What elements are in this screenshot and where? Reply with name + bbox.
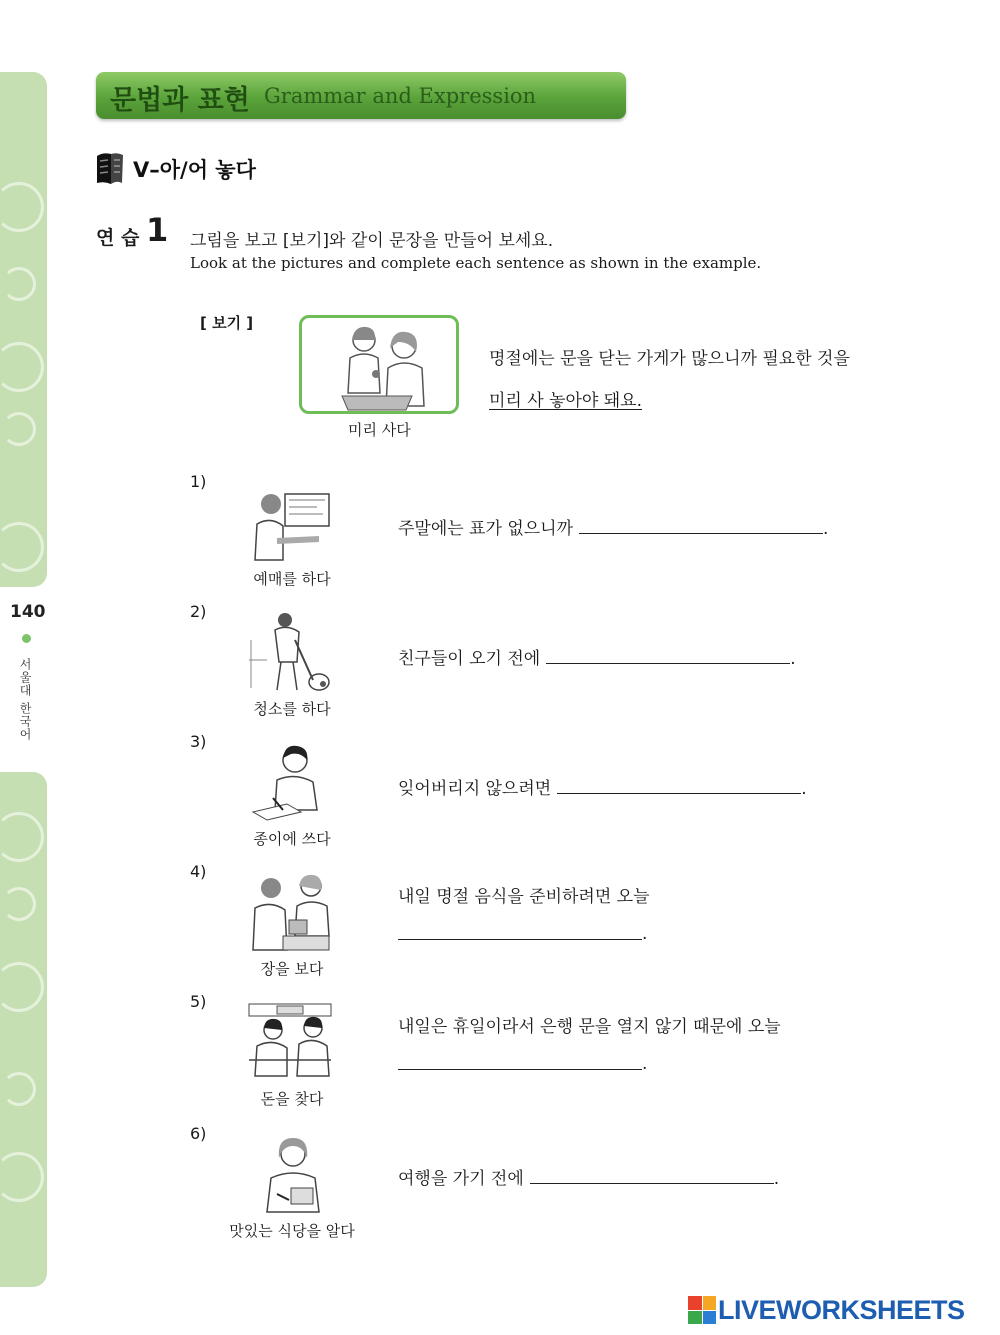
instruction-english: Look at the pictures and complete each sentence as shown in the example. [190, 254, 762, 272]
watermark-text: LIVEWORKSHEETS [718, 1294, 965, 1325]
grammar-book-icon [95, 151, 125, 185]
swirl-ornament [0, 342, 44, 392]
item-caption: 청소를 하다 [253, 700, 331, 718]
example-caption: 미리 사다 [348, 421, 411, 439]
item-illustration [247, 740, 333, 824]
item-number: 3) [190, 732, 207, 751]
practice-label: 연 습 [96, 227, 140, 249]
item-sentence [398, 644, 796, 669]
exercise-item [0, 602, 1000, 732]
item-number: 6) [190, 1124, 207, 1143]
item-sentence [398, 514, 828, 539]
example-sentence-line1: 명절에는 문을 닫는 가게가 많으니까 필요한 것을 [489, 349, 850, 369]
answer-blank[interactable] [530, 1166, 774, 1184]
item-sentence [398, 774, 807, 799]
liveworksheets-watermark[interactable] [688, 1294, 965, 1326]
exercise-item [0, 992, 1000, 1122]
item-caption: 종이에 쓰다 [253, 830, 331, 848]
example-illustration [299, 315, 459, 414]
exercise-item [0, 862, 1000, 992]
exercise-item [0, 1124, 1000, 1254]
item-sentence [398, 882, 650, 907]
item-period: . [773, 1169, 780, 1189]
item-illustration [247, 1000, 333, 1084]
page-number: 140 [10, 602, 46, 622]
exercise-item [0, 472, 1000, 602]
item-sentence-text: 주말에는 표가 없으니까 [398, 519, 574, 539]
logo-square [703, 1311, 717, 1325]
practice-number: 1 [146, 211, 169, 249]
answer-blank[interactable] [546, 646, 790, 664]
exercise-item [0, 732, 1000, 862]
item-number: 1) [190, 472, 207, 491]
example-label: [ 보기 ] [200, 314, 254, 332]
logo-square [688, 1311, 702, 1325]
section-banner [96, 72, 626, 119]
item-sentence-text: 잊어버리지 않으려면 [398, 779, 552, 799]
banner-title-korean: 문법과 표현 [110, 85, 250, 116]
logo-square [703, 1296, 717, 1310]
item-sentence-text: 내일은 휴일이라서 은행 문을 열지 않기 때문에 오늘 [398, 1017, 781, 1037]
item-sentence [398, 1164, 779, 1189]
example-answer: 미리 사 놓아야 돼요. [489, 391, 642, 411]
swirl-ornament [2, 412, 36, 446]
item-caption: 예매를 하다 [253, 570, 331, 588]
grammar-point-title: V–아/어 놓다 [133, 158, 256, 182]
item-period: . [790, 649, 796, 669]
item-sentence-text: 내일 명절 음식을 준비하려면 오늘 [398, 887, 650, 907]
item-caption: 맛있는 식당을 알다 [229, 1222, 355, 1240]
answer-blank[interactable] [398, 1052, 642, 1070]
item-period: . [642, 1054, 648, 1074]
item-period: . [642, 924, 648, 944]
banner-title-english: Grammar and Expression [264, 84, 537, 108]
swirl-ornament [2, 267, 36, 301]
book-title: 서울대 한국어 [18, 658, 32, 741]
item-illustration [247, 1132, 333, 1216]
logo-square [688, 1296, 702, 1310]
item-illustration [247, 870, 333, 954]
item-sentence-text: 친구들이 오기 전에 [398, 649, 541, 669]
instruction-korean: 그림을 보고 [보기]와 같이 문장을 만들어 보세요. [190, 231, 554, 251]
item-illustration [247, 480, 333, 564]
answer-blank[interactable] [398, 922, 642, 940]
answer-blank[interactable] [557, 776, 801, 794]
item-caption: 장을 보다 [260, 960, 324, 978]
item-sentence-text: 여행을 가기 전에 [398, 1169, 524, 1189]
item-caption: 돈을 찾다 [260, 1090, 324, 1108]
item-period: . [801, 779, 807, 799]
item-number: 4) [190, 862, 207, 881]
item-illustration [247, 610, 333, 694]
item-period: . [823, 519, 829, 539]
swirl-ornament [0, 182, 44, 232]
item-number: 2) [190, 602, 207, 621]
answer-blank[interactable] [579, 516, 823, 534]
liveworksheets-logo-icon [688, 1296, 716, 1324]
item-number: 5) [190, 992, 207, 1011]
item-sentence [398, 1012, 781, 1037]
